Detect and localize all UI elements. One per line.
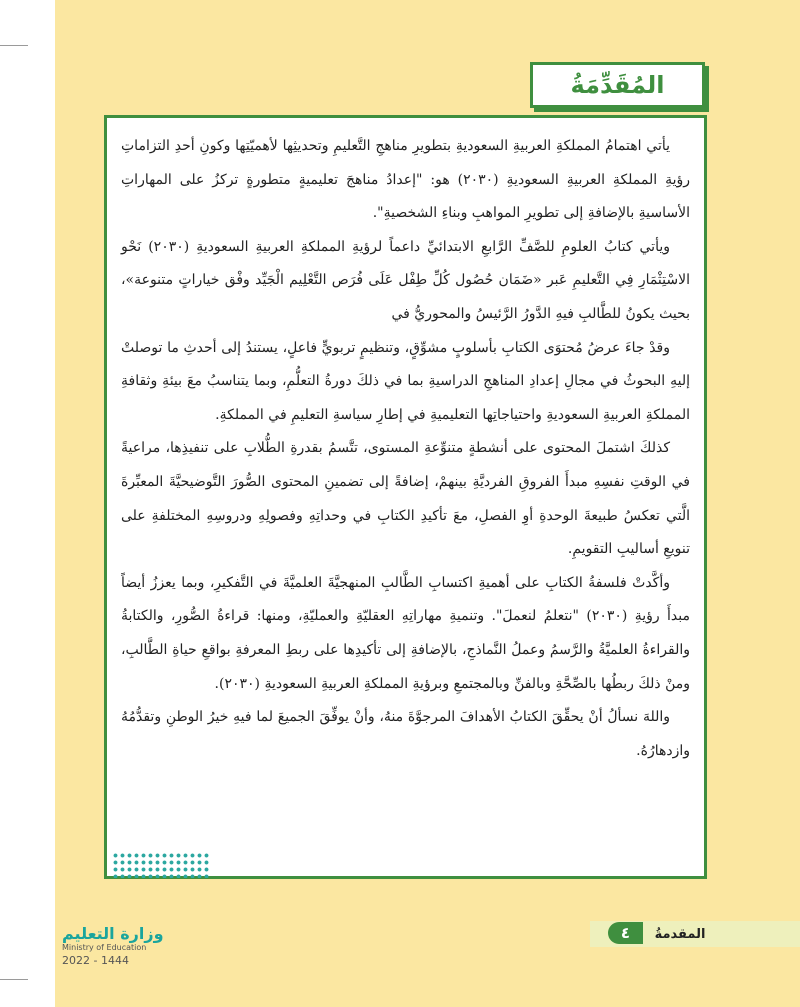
paragraph-5: وأكَّدتْ فلسفةُ الكتابِ على أهميةِ اكتسابِ الطَّالبِ المنهجيَّةَ العلميَّةَ في التَّفكيرِ، وبما يعززُ أيضاً مبدأَ رؤيةِ (٢٠٣٠) "نتعلمُ لنعملَ". وتنميةِ مهاراتِهِ العقليّةِ والعمليّةِ، ومنها: قراءةُ الصُّورِ، والكتابةُ والقراءةُ العلميَّةُ والرَّسمُ وعملُ النَّماذجِ، بالإضافةِ إلى تأكيدِها على ربطِ المعرفةِ بواقعِ حياةِ الطَّالبِ، ومنْ ذلكَ ربطُها بالصِّحَّةِ وبالفنِّ وبالمجتمعِ وبرؤيةِ المملكةِ العربيةِ السعوديةِ (٢٠٣٠). <box>121 574 690 692</box>
crop-mark <box>0 45 28 46</box>
decorative-dots-icon <box>112 852 210 878</box>
ministry-logo-arabic: وزارة التعليم <box>62 924 164 943</box>
introduction-text <box>121 130 690 768</box>
paragraph-6: واللهَ نسألُ أنْ يحقِّقَ الكتابُ الأهدافَ المرجوَّةَ منهُ، وأنْ يوفِّقَ الجميعَ لما فيهِ خيرُ الوطنِ وتقدُّمُهُ وازدهارُهُ. <box>121 709 690 759</box>
paragraph-2: ويأتي كتابُ العلومِ للصَّفِّ الرَّابعِ الابتدائيِّ داعماً لرؤيةِ المملكةِ العربيةِ السعوديةِ (٢٠٣٠) نَحْو الاسْتِثْمَارِ فِي التَّعليمِ عَبر «ضَمَان حُصُول كُلِّ طِفْل عَلَى فُرَص التَّعْلِيم الْجَيِّد وفْق خياراتٍ متنوعة»، بحيث يكونُ للطَّالبِ فيهِ الدَّورُ الرَّئيسُ والمحوريُّ في <box>121 238 690 322</box>
paragraph-3: وقدْ جاءَ عرضُ مُحتوَى الكتابِ بأسلوبٍ مشوِّقٍ، وتنظيمٍ تربويٍّ فاعلٍ، يستندُ إلى أحدثِ ما توصلتْ إليهِ البحوثُ في مجالِ إعدادِ المناهجِ الدراسيةِ بما في ذلكَ دورةُ التعلُّمِ، وبما يتناسبُ معَ بيئةِ وثقافةِ المملكةِ العربيةِ السعوديةِ واحتياجاتِها التعليميةِ في إطارِ سياسةِ التعليمِ في المملكةِ. <box>121 339 690 423</box>
title-box <box>530 62 705 108</box>
edition-year: 2022 - 1444 <box>62 954 129 967</box>
paragraph-4: كذلكَ اشتملَ المحتوى على أنشطةٍ متنوِّعةِ المستوى، تتَّسمُ بقدرةِ الطُّلابِ على تنفيذِها، مراعيةً في الوقتِ نفسِهِ مبدأَ الفروقِ الفرديَّةِ بينهمْ، إضافةً إلى تضمينِ المحتوى الصُّورَ التَّوضيحيَّةَ المعبِّرةَ الَّتي تعكسُ طبيعةَ الوحدةِ أوِ الفصلِ، معَ تأكيدِ الكتابِ في وحداتِهِ وفصولِهِ ودروسِهِ المختلفةِ على تنويعِ أساليبِ التقويمِ. <box>121 440 690 558</box>
page-number: ٤ <box>608 922 643 944</box>
content-box <box>104 115 707 879</box>
section-label: المقدمةُ <box>654 926 706 942</box>
ministry-logo-english: Ministry of Education <box>62 943 147 952</box>
crop-mark <box>0 979 28 980</box>
paragraph-1: يأتي اهتمامُ المملكةِ العربيةِ السعوديةِ بتطويرِ مناهجِ التَّعليمِ وتحديثِها لأهميّتِها وكونِ أحدِ التزاماتِ رؤيةِ المملكةِ العربيةِ السعوديةِ (٢٠٣٠) هو: "إعدادُ مناهجَ تعليميةٍ متطورةٍ تركزُ على المهاراتِ الأساسيةِ بالإضافةِ إلى تطويرِ المواهبِ وبناءِ الشخصيةِ". <box>121 138 690 222</box>
page-title: المُقَدِّمَةُ <box>570 71 665 99</box>
